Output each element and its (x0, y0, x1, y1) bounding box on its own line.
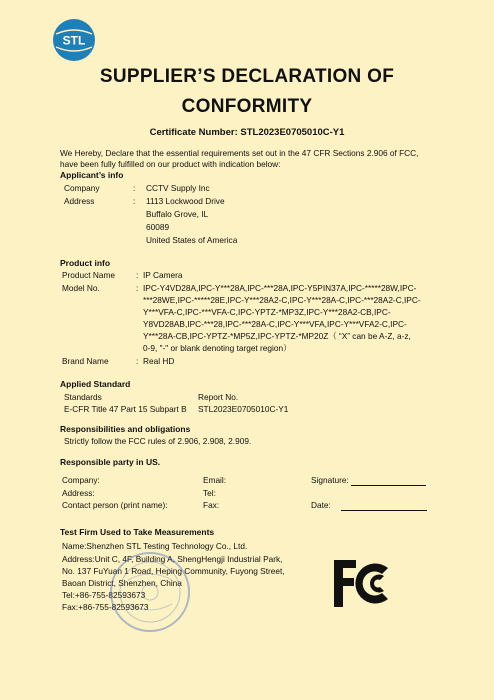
test-firm-line: Address:Unit C, 4F, Building A, ShengHengji Industrial Park, (62, 554, 283, 564)
address-line: 1113 Lockwood Drive (146, 196, 225, 206)
applicant-heading: Applicant’s info (60, 170, 124, 180)
certificate-number: Certificate Number: STL2023E0705010C-Y1 (149, 127, 345, 138)
intro-line-1: We Hereby, Declare that the essential requirements set out in the 47 CFR Sections 2.906 of FCC, (60, 148, 419, 158)
report-value: STL2023E0705010C-Y1 (198, 404, 289, 414)
standard-heading: Applied Standard (60, 379, 131, 389)
rp-contact-label: Contact person (print name): (62, 500, 168, 510)
signature-line (351, 477, 426, 486)
test-firm-line: No. 137 FuYuan 1 Road, Heping Community, Fuyong Street, (62, 566, 285, 576)
logo-text: STL (62, 33, 86, 48)
product-heading: Product info (60, 258, 111, 268)
company-value: CCTV Supply Inc (146, 183, 210, 193)
colon: : (136, 356, 139, 366)
address-line: United States of America (146, 235, 238, 245)
responsibilities-heading: Responsibilities and obligations (60, 424, 191, 434)
model-line: 0-9, "-" or blank denoting target region） (143, 343, 292, 353)
colon: : (133, 183, 136, 193)
rp-date (311, 500, 427, 511)
test-firm-line: Name:Shenzhen STL Testing Technology Co., Ltd. (62, 541, 248, 551)
company-label: Company (64, 183, 100, 193)
model-line: ***28WE,IPC-*****28E,IPC-Y***28A2-C,IPC-Y***28A-C,IPC-***28A2-C,IPC- (143, 295, 421, 305)
company-seal-stamp-icon (108, 550, 192, 634)
model-line: Y***28A-CB,IPC-YPTZ-*MP5Z,IPC-YPTZ-*MP20Z（ “X” can be A-Z, a-z, (143, 331, 411, 341)
address-label: Address (64, 196, 95, 206)
model-line: Y***VFA-C,IPC-***VFA-C,IPC-YPTZ-*MP3Z,IPC-Y***28A2-CB,IPC- (143, 307, 391, 317)
test-firm-line: Tel:+86-755-82593673 (62, 590, 146, 600)
model-line: Y8VD28AB,IPC-***28,IPC-***28A-C,IPC-Y***VFA,IPC-Y***VFA2-C,IPC- (143, 319, 407, 329)
title-line-2: CONFORMITY (181, 96, 313, 117)
report-header: Report No. (198, 392, 239, 402)
rp-date-label: Date: (311, 500, 331, 510)
rp-signature (311, 475, 426, 486)
brand-label: Brand Name (62, 356, 109, 366)
model-line: IPC-Y4VD28A,IPC-Y***28A,IPC-***28A,IPC-Y5PIN37A,IPC-*****28W,IPC- (143, 283, 417, 293)
date-line (341, 502, 427, 511)
colon: : (136, 283, 139, 293)
stl-logo-icon (52, 18, 96, 62)
test-firm-line: Baoan District, Shenzhen, China (62, 578, 182, 588)
address-line: 60089 (146, 222, 170, 232)
colon: : (133, 196, 136, 206)
colon: : (136, 270, 139, 280)
product-name-label: Product Name (62, 270, 116, 280)
test-firm-line: Fax:+86-755-82593673 (62, 602, 149, 612)
rp-fax-label: Fax: (203, 500, 220, 510)
model-label: Model No. (62, 283, 100, 293)
address-line: Buffalo Grove, IL (146, 209, 209, 219)
brand-value: Real HD (143, 356, 175, 366)
responsible-party-heading: Responsible party in US. (60, 457, 161, 467)
rp-address-label: Address: (62, 488, 95, 498)
title-line-1: SUPPLIER’S DECLARATION OF (99, 66, 395, 87)
responsibilities-text: Strictly follow the FCC rules of 2.906, 2.908, 2.909. (64, 436, 252, 446)
intro-line-2: have been fully fulfilled on our product with indication below: (60, 159, 281, 169)
fcc-logo-icon (330, 556, 400, 611)
standards-header: Standards (64, 392, 102, 402)
rp-company-label: Company: (62, 475, 100, 485)
test-firm-heading: Test Firm Used to Take Measurements (60, 527, 215, 537)
rp-tel-label: Tel: (203, 488, 216, 498)
product-name-value: IP Camera (143, 270, 183, 280)
standard-value: E-CFR Title 47 Part 15 Subpart B (64, 404, 187, 414)
rp-signature-label: Signature: (311, 475, 349, 485)
rp-email-label: Email: (203, 475, 227, 485)
